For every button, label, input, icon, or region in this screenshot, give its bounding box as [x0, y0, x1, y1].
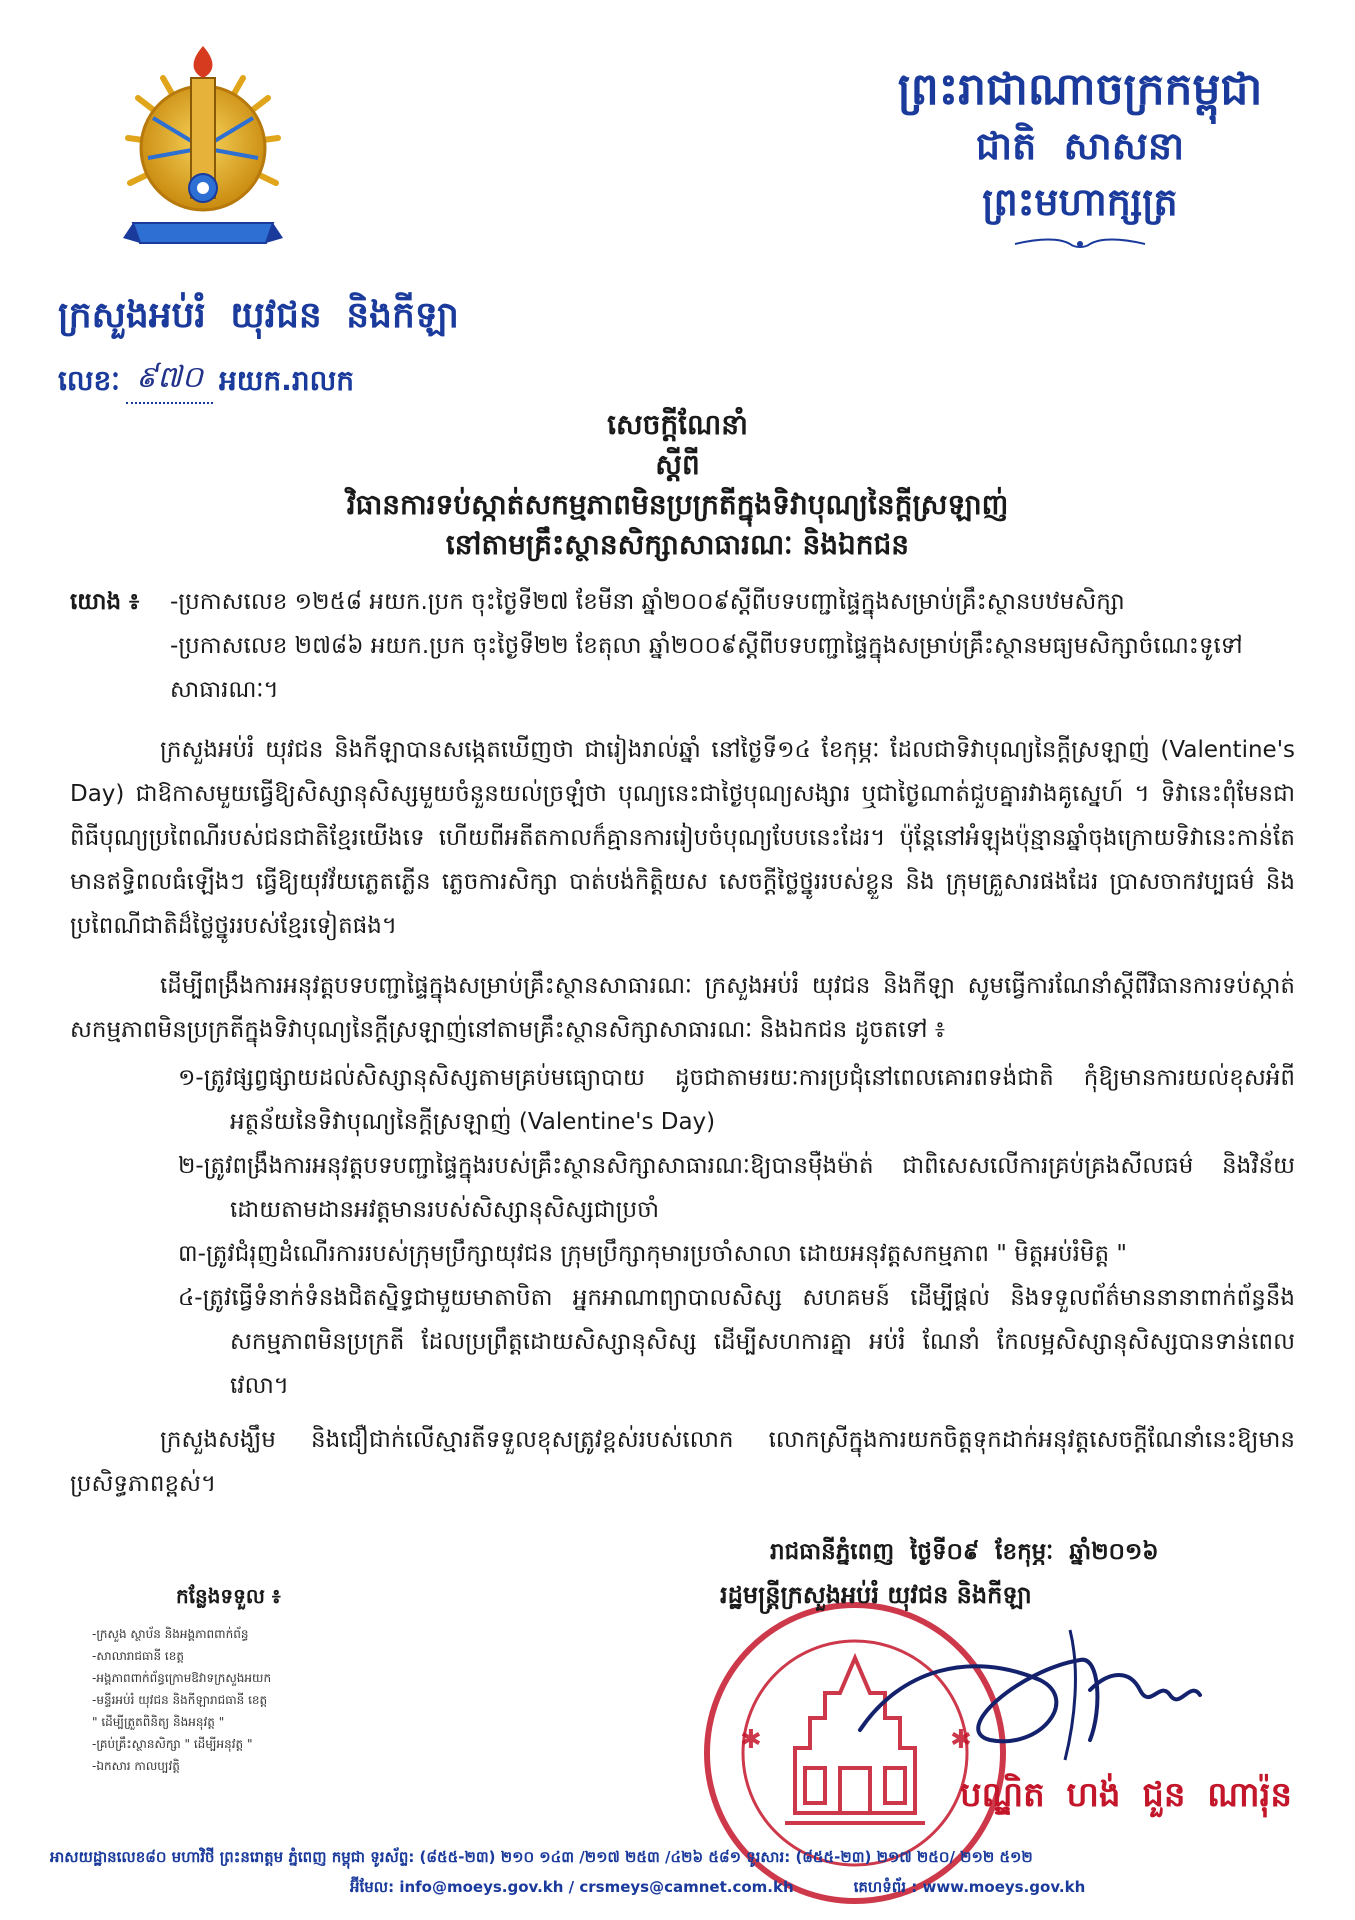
footer-web-group — [854, 1872, 1086, 1902]
paragraph-closing: ក្រសួងសង្ឃឹម និងជឿជាក់លើស្មារតីទទួលខុសត្រូវខ្ពស់របស់លោក លោកស្រីក្នុងការយកចិត្តទុកដាក់អនុវត្តសេចក្ដីណែនាំនេះឱ្យមានប្រសិទ្ធភាពខ្ពស់។ — [70, 1427, 1295, 1497]
references-block — [70, 580, 1295, 712]
directive-list — [70, 1056, 1295, 1408]
footer-contacts — [50, 1872, 1310, 1902]
references-label: យោង ៖ — [70, 589, 140, 615]
ministry-name: ក្រសួងអប់រំ យុវជន និងកីឡា — [58, 295, 459, 336]
recipients-heading: កន្លែងទទួល ៖ — [176, 1584, 281, 1608]
kingdom-header — [865, 62, 1295, 258]
title-line-4: នៅតាមគ្រឹះស្ថានសិក្សាសាធារណៈ និងឯកជន — [445, 528, 910, 561]
handwritten-signature — [840, 1610, 1260, 1770]
title-line-1: សេចក្ដីណែនាំ — [607, 408, 748, 441]
ministry-emblem — [118, 38, 288, 278]
kingdom-name: ព្រះរាជាណាចក្រកម្ពុជា — [897, 64, 1263, 115]
signer-title: រដ្ឋមន្ត្រីក្រសួងអប់រំ យុវជន និងកីឡា — [720, 1581, 1032, 1609]
reference-item: -ប្រកាសលេខ ២៧៨៦ អយក.ប្រក ចុះថ្ងៃទី២២ ខែតុលា ឆ្នាំ២០០៩ស្ដីពីបទបញ្ជាផ្ទៃក្នុងសម្រាប់គ្រឹះស្ថានមធ្យមសិក្សាចំណេះទូទៅសាធារណៈ។ — [170, 633, 1243, 703]
paragraph-intro: ក្រសួងអប់រំ យុវជន និងកីឡាបានសង្កេតឃើញថា ជារៀងរាល់ឆ្នាំ នៅថ្ងៃទី១៤ ខែកុម្ភៈ ដែលជាទិវាបុណ្យនៃក្ដីស្រឡាញ់ (Valentine's Day) ជាឱកាសមួយធ្វើឱ្យសិស្សានុសិស្សមួយចំនួនយល់ច្រឡំថា បុណ្យនេះជាថ្ងៃបុណ្យសង្សារ ឬជាថ្ងៃណាត់ជួបគ្នារវាងគូស្នេហ៍ ។ ទិវានេះពុំមែនជាពិធីបុណ្យប្រពៃណីរបស់ជនជាតិខ្មែរយើងទេ ហើយពីអតីតកាលក៏គ្មានការរៀបចំបុណ្យបែបនេះដែរ។ ប៉ុន្តែនៅអំឡុងប៉ុន្មានឆ្នាំចុងក្រោយទិវានេះកាន់តែមានឥទ្ធិពលធំឡើងៗ ធ្វើឱ្យយុវវ័យភ្លេតភ្លើន ភ្លេចការសិក្សា បាត់បង់កិត្តិយស សេចក្ដីថ្លៃថ្នូររបស់ខ្លួន និង ក្រុមគ្រួសារផងដែរ ប្រាសចាកវប្បធម៌ និងប្រពៃណីជាតិដ៏ថ្លៃថ្នូររបស់ខ្មែរទៀតផង។ — [70, 737, 1295, 939]
svg-text:✱: ✱ — [950, 1725, 972, 1755]
references-list — [170, 580, 1295, 712]
title-line-3: វិធានការទប់ស្កាត់សកម្មភាពមិនប្រក្រតីក្នុងទិវាបុណ្យនៃក្ដីស្រឡាញ់ — [346, 488, 1009, 521]
signing-date: រាជធានីភ្នំពេញ ថ្ងៃទី០៩ ខែកុម្ភៈ ឆ្នាំ២០១៦ — [770, 1539, 1159, 1565]
reference-suffix: អយក.រាលក — [218, 364, 355, 397]
directive-item: ១-ត្រូវផ្សព្វផ្សាយដល់សិស្សានុសិស្សតាមគ្រប់មធ្យោបាយ ដូចជាតាមរយៈការប្រជុំនៅពេលគោរពទង់ជាតិ កុំឱ្យមានការយល់ខុសអំពីអត្ថន័យនៃទិវាបុណ្យនៃក្ដីស្រឡាញ់ (Valentine's Day) — [178, 1065, 1295, 1135]
svg-text:✱: ✱ — [740, 1725, 762, 1755]
footer-email-group — [350, 1872, 794, 1902]
title-line-2: ស្ដីពី — [655, 448, 700, 481]
ornament-divider — [1010, 234, 1150, 254]
contact-footer — [50, 1842, 1310, 1902]
footer-address: អាសយដ្ឋានលេខ៨០ មហាវិថី ព្រះនរោត្តម ភ្នំពេញ កម្ពុជា ទូរស័ព្ទ: (៨៥៥-២៣) ២១០ ១៤៣ /២១៧ ២៥៣ /៤២៦ ៥៨១ ទូរសារ: (៨៥៥-២៣) ២១៧ ២៥០/ ២១២ ៥១២ — [50, 1848, 1033, 1866]
recipient-item: -សាលារាជធានី ខេត្ត — [92, 1649, 184, 1663]
recipient-item: -គ្រប់គ្រឹះស្ថានសិក្សា " ដើម្បីអនុវត្ត " — [92, 1737, 253, 1751]
directive-item: ៣-ត្រូវជំរុញដំណើរការរបស់ក្រុមប្រឹក្សាយុវជន ក្រុមប្រឹក្សាកុមារប្រចាំសាលា ដោយអនុវត្តសកម្មភាព " មិត្តអប់រំមិត្ត " — [178, 1241, 1127, 1267]
recipient-item: -ឯកសារ កាលប្បវត្តិ — [92, 1759, 180, 1773]
directive-item: ២-ត្រូវពង្រឹងការអនុវត្តបទបញ្ជាផ្ទៃក្នុងរបស់គ្រឹះស្ថានសិក្សាសាធារណៈឱ្យបានម៉ឺងម៉ាត់ ជាពិសេសលើការគ្រប់គ្រងសីលធម៌ និងវិន័យ ដោយតាមដានអវត្តមានរបស់សិស្សានុសិស្សជាប្រចាំ — [178, 1153, 1295, 1223]
document-body — [70, 580, 1295, 1529]
recipients-block — [92, 1583, 452, 1777]
website-label: គេហទំព័រ : — [853, 1878, 918, 1896]
paragraph-directive: ដើម្បីពង្រឹងការអនុវត្តបទបញ្ជាផ្ទៃក្នុងសម្រាប់គ្រឹះស្ថានសាធារណៈ ក្រសួងអប់រំ យុវជន និងកីឡា សូមធ្វើការណែនាំស្ដីពីវិធានការទប់ស្កាត់សកម្មភាពមិនប្រក្រតីក្នុងទិវាបុណ្យនៃក្ដីស្រឡាញ់នៅតាមគ្រឹះស្ថានសិក្សាសាធារណៈ និងឯកជន ដូចតទៅ ៖ — [70, 973, 1295, 1043]
recipient-item: -អង្គភាពពាក់ព័ន្ធក្រោមឱវាទក្រសួងអយក — [92, 1671, 272, 1685]
reference-number-value: ៩៧០ — [126, 358, 213, 404]
national-motto: ជាតិ សាសនា ព្រះមហាក្សត្រ — [975, 124, 1185, 224]
signer-name: បណ្ឌិត ហង់ ជួន ណារ៉ុន — [960, 1775, 1292, 1815]
email-label: អ៊ីមែល: — [350, 1878, 395, 1896]
email-link[interactable]: info@moeys.gov.kh / crsmeys@camnet.com.kh — [399, 1878, 794, 1896]
reference-number — [58, 358, 354, 404]
website-link[interactable]: www.moeys.gov.kh — [922, 1878, 1086, 1896]
recipient-item: " ដើម្បីត្រួតពិនិត្យ និងអនុវត្ត " — [92, 1715, 225, 1729]
document-title — [0, 405, 1355, 565]
reference-item: -ប្រកាសលេខ ១២៥៨ អយក.ប្រក ចុះថ្ងៃទី២៧ ខែមីនា ឆ្នាំ២០០៩ស្ដីពីបទបញ្ជាផ្ទៃក្នុងសម្រាប់គ្រឹះស្ថានបឋមសិក្សា — [170, 589, 1125, 615]
reference-label: លេខៈ — [58, 364, 120, 397]
recipient-item: -មន្ទីរអប់រំ យុវជន និងកីឡារាជធានី ខេត្ត — [92, 1693, 268, 1707]
recipient-item: -ក្រសួង ស្ថាប័ន និងអង្គភាពពាក់ព័ន្ធ — [92, 1627, 249, 1641]
directive-item: ៤-ត្រូវធ្វើទំនាក់ទំនងជិតស្និទ្ធជាមួយមាតាបិតា អ្នកអាណាព្យាបាលសិស្ស សហគមន៍ ដើម្បីផ្ដល់ និងទទួលព័ត៌មាននានាពាក់ព័ន្ធនឹងសកម្មភាពមិនប្រក្រតី ដែលប្រព្រឹត្តដោយសិស្សានុសិស្ស ដើម្បីសហការគ្នា អប់រំ ណែនាំ កែលម្អសិស្សានុសិស្សបានទាន់ពេលវេលា។ — [178, 1285, 1295, 1399]
